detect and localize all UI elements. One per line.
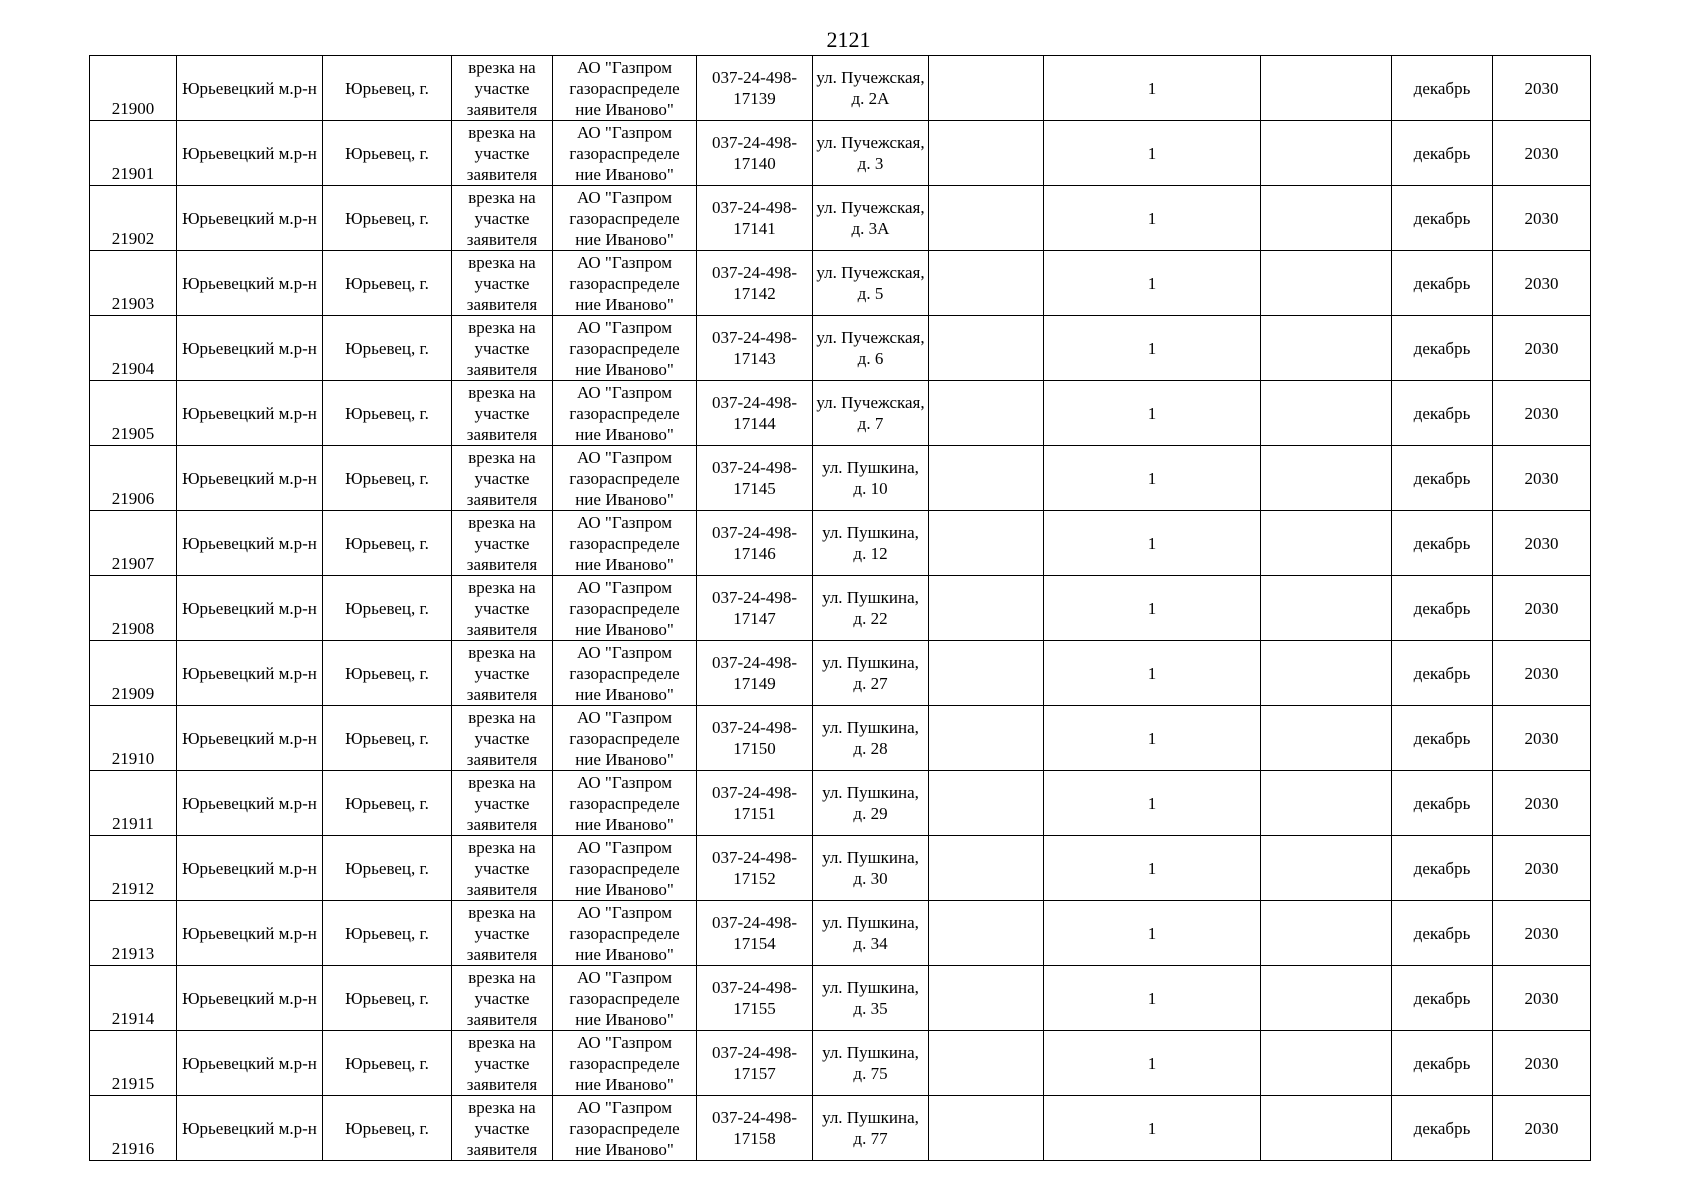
month-cell: декабрь bbox=[1392, 836, 1493, 901]
object-code-cell: 037-24-498-17147 bbox=[697, 576, 813, 641]
table-row bbox=[90, 966, 1591, 1031]
empty-cell bbox=[1261, 381, 1392, 446]
empty-cell bbox=[1261, 56, 1392, 121]
row-number-cell: 21914 bbox=[90, 966, 177, 1031]
address-cell: ул. Пучежская, д. 3 bbox=[813, 121, 929, 186]
empty-cell bbox=[1261, 641, 1392, 706]
month-cell: декабрь bbox=[1392, 966, 1493, 1031]
object-code-cell: 037-24-498-17140 bbox=[697, 121, 813, 186]
address-cell: ул. Пушкина, д. 75 bbox=[813, 1031, 929, 1096]
year-cell: 2030 bbox=[1493, 56, 1591, 121]
row-number-cell: 21916 bbox=[90, 1096, 177, 1161]
organization-cell: АО "Газпром газораспределе ние Иваново" bbox=[553, 576, 697, 641]
month-cell: декабрь bbox=[1392, 186, 1493, 251]
district-cell: Юрьевецкий м.р-н bbox=[177, 251, 323, 316]
empty-cell bbox=[929, 511, 1044, 576]
row-number-cell: 21906 bbox=[90, 446, 177, 511]
organization-cell: АО "Газпром газораспределе ние Иваново" bbox=[553, 186, 697, 251]
connection-method-cell: врезка на участке заявителя bbox=[452, 771, 553, 836]
table-row bbox=[90, 1096, 1591, 1161]
connection-method-cell: врезка на участке заявителя bbox=[452, 381, 553, 446]
connection-method-cell: врезка на участке заявителя bbox=[452, 186, 553, 251]
connection-method-cell: врезка на участке заявителя bbox=[452, 446, 553, 511]
row-number-cell: 21908 bbox=[90, 576, 177, 641]
locality-cell: Юрьевец, г. bbox=[323, 511, 452, 576]
quantity-cell: 1 bbox=[1044, 1096, 1261, 1161]
address-cell: ул. Пушкина, д. 77 bbox=[813, 1096, 929, 1161]
row-number-cell: 21913 bbox=[90, 901, 177, 966]
locality-cell: Юрьевец, г. bbox=[323, 381, 452, 446]
month-cell: декабрь bbox=[1392, 121, 1493, 186]
year-cell: 2030 bbox=[1493, 381, 1591, 446]
organization-cell: АО "Газпром газораспределе ние Иваново" bbox=[553, 316, 697, 381]
organization-cell: АО "Газпром газораспределе ние Иваново" bbox=[553, 446, 697, 511]
quantity-cell: 1 bbox=[1044, 251, 1261, 316]
month-cell: декабрь bbox=[1392, 56, 1493, 121]
district-cell: Юрьевецкий м.р-н bbox=[177, 446, 323, 511]
table-row bbox=[90, 771, 1591, 836]
object-code-cell: 037-24-498-17142 bbox=[697, 251, 813, 316]
quantity-cell: 1 bbox=[1044, 56, 1261, 121]
row-number-cell: 21911 bbox=[90, 771, 177, 836]
table-row bbox=[90, 576, 1591, 641]
table-row bbox=[90, 316, 1591, 381]
locality-cell: Юрьевец, г. bbox=[323, 771, 452, 836]
empty-cell bbox=[1261, 511, 1392, 576]
connection-method-cell: врезка на участке заявителя bbox=[452, 251, 553, 316]
year-cell: 2030 bbox=[1493, 1031, 1591, 1096]
locality-cell: Юрьевец, г. bbox=[323, 121, 452, 186]
locality-cell: Юрьевец, г. bbox=[323, 446, 452, 511]
month-cell: декабрь bbox=[1392, 251, 1493, 316]
connection-method-cell: врезка на участке заявителя bbox=[452, 56, 553, 121]
row-number-cell: 21909 bbox=[90, 641, 177, 706]
empty-cell bbox=[1261, 706, 1392, 771]
month-cell: декабрь bbox=[1392, 381, 1493, 446]
table-row bbox=[90, 251, 1591, 316]
address-cell: ул. Пучежская, д. 3А bbox=[813, 186, 929, 251]
year-cell: 2030 bbox=[1493, 836, 1591, 901]
locality-cell: Юрьевец, г. bbox=[323, 1096, 452, 1161]
object-code-cell: 037-24-498-17143 bbox=[697, 316, 813, 381]
locality-cell: Юрьевец, г. bbox=[323, 251, 452, 316]
empty-cell bbox=[929, 251, 1044, 316]
object-code-cell: 037-24-498-17152 bbox=[697, 836, 813, 901]
address-cell: ул. Пучежская, д. 5 bbox=[813, 251, 929, 316]
district-cell: Юрьевецкий м.р-н bbox=[177, 316, 323, 381]
table-row bbox=[90, 901, 1591, 966]
address-cell: ул. Пушкина, д. 27 bbox=[813, 641, 929, 706]
empty-cell bbox=[1261, 901, 1392, 966]
connection-method-cell: врезка на участке заявителя bbox=[452, 641, 553, 706]
empty-cell bbox=[1261, 576, 1392, 641]
district-cell: Юрьевецкий м.р-н bbox=[177, 511, 323, 576]
locality-cell: Юрьевец, г. bbox=[323, 966, 452, 1031]
table-body bbox=[90, 56, 1591, 1161]
table-row bbox=[90, 1031, 1591, 1096]
empty-cell bbox=[929, 706, 1044, 771]
district-cell: Юрьевецкий м.р-н bbox=[177, 1096, 323, 1161]
empty-cell bbox=[929, 186, 1044, 251]
object-code-cell: 037-24-498-17144 bbox=[697, 381, 813, 446]
locality-cell: Юрьевец, г. bbox=[323, 186, 452, 251]
month-cell: декабрь bbox=[1392, 641, 1493, 706]
table-row bbox=[90, 56, 1591, 121]
organization-cell: АО "Газпром газораспределе ние Иваново" bbox=[553, 251, 697, 316]
table-row bbox=[90, 641, 1591, 706]
year-cell: 2030 bbox=[1493, 901, 1591, 966]
organization-cell: АО "Газпром газораспределе ние Иваново" bbox=[553, 966, 697, 1031]
quantity-cell: 1 bbox=[1044, 901, 1261, 966]
row-number-cell: 21907 bbox=[90, 511, 177, 576]
empty-cell bbox=[929, 901, 1044, 966]
empty-cell bbox=[1261, 1031, 1392, 1096]
district-cell: Юрьевецкий м.р-н bbox=[177, 901, 323, 966]
connection-method-cell: врезка на участке заявителя bbox=[452, 316, 553, 381]
table-row bbox=[90, 511, 1591, 576]
quantity-cell: 1 bbox=[1044, 966, 1261, 1031]
year-cell: 2030 bbox=[1493, 121, 1591, 186]
year-cell: 2030 bbox=[1493, 1096, 1591, 1161]
connection-method-cell: врезка на участке заявителя bbox=[452, 1096, 553, 1161]
district-cell: Юрьевецкий м.р-н bbox=[177, 56, 323, 121]
quantity-cell: 1 bbox=[1044, 186, 1261, 251]
locality-cell: Юрьевец, г. bbox=[323, 706, 452, 771]
table-row bbox=[90, 186, 1591, 251]
empty-cell bbox=[929, 446, 1044, 511]
connection-method-cell: врезка на участке заявителя bbox=[452, 836, 553, 901]
object-code-cell: 037-24-498-17155 bbox=[697, 966, 813, 1031]
connection-method-cell: врезка на участке заявителя bbox=[452, 511, 553, 576]
organization-cell: АО "Газпром газораспределе ние Иваново" bbox=[553, 771, 697, 836]
address-cell: ул. Пушкина, д. 22 bbox=[813, 576, 929, 641]
month-cell: декабрь bbox=[1392, 1096, 1493, 1161]
empty-cell bbox=[929, 1031, 1044, 1096]
quantity-cell: 1 bbox=[1044, 316, 1261, 381]
organization-cell: АО "Газпром газораспределе ние Иваново" bbox=[553, 836, 697, 901]
district-cell: Юрьевецкий м.р-н bbox=[177, 1031, 323, 1096]
month-cell: декабрь bbox=[1392, 771, 1493, 836]
empty-cell bbox=[1261, 1096, 1392, 1161]
quantity-cell: 1 bbox=[1044, 121, 1261, 186]
district-cell: Юрьевецкий м.р-н bbox=[177, 836, 323, 901]
connection-method-cell: врезка на участке заявителя bbox=[452, 901, 553, 966]
district-cell: Юрьевецкий м.р-н bbox=[177, 121, 323, 186]
district-cell: Юрьевецкий м.р-н bbox=[177, 186, 323, 251]
organization-cell: АО "Газпром газораспределе ние Иваново" bbox=[553, 706, 697, 771]
district-cell: Юрьевецкий м.р-н bbox=[177, 771, 323, 836]
locality-cell: Юрьевец, г. bbox=[323, 56, 452, 121]
month-cell: декабрь bbox=[1392, 1031, 1493, 1096]
month-cell: декабрь bbox=[1392, 446, 1493, 511]
quantity-cell: 1 bbox=[1044, 576, 1261, 641]
organization-cell: АО "Газпром газораспределе ние Иваново" bbox=[553, 1031, 697, 1096]
locality-cell: Юрьевец, г. bbox=[323, 901, 452, 966]
row-number-cell: 21903 bbox=[90, 251, 177, 316]
row-number-cell: 21901 bbox=[90, 121, 177, 186]
address-cell: ул. Пушкина, д. 34 bbox=[813, 901, 929, 966]
empty-cell bbox=[1261, 966, 1392, 1031]
empty-cell bbox=[1261, 771, 1392, 836]
connection-method-cell: врезка на участке заявителя bbox=[452, 1031, 553, 1096]
row-number-cell: 21900 bbox=[90, 56, 177, 121]
month-cell: декабрь bbox=[1392, 316, 1493, 381]
organization-cell: АО "Газпром газораспределе ние Иваново" bbox=[553, 56, 697, 121]
connection-method-cell: врезка на участке заявителя bbox=[452, 576, 553, 641]
empty-cell bbox=[1261, 121, 1392, 186]
empty-cell bbox=[1261, 836, 1392, 901]
address-cell: ул. Пушкина, д. 10 bbox=[813, 446, 929, 511]
object-code-cell: 037-24-498-17154 bbox=[697, 901, 813, 966]
empty-cell bbox=[929, 641, 1044, 706]
table-row bbox=[90, 446, 1591, 511]
quantity-cell: 1 bbox=[1044, 641, 1261, 706]
empty-cell bbox=[929, 1096, 1044, 1161]
district-cell: Юрьевецкий м.р-н bbox=[177, 706, 323, 771]
quantity-cell: 1 bbox=[1044, 836, 1261, 901]
object-code-cell: 037-24-498-17141 bbox=[697, 186, 813, 251]
address-cell: ул. Пучежская, д. 2А bbox=[813, 56, 929, 121]
empty-cell bbox=[929, 56, 1044, 121]
quantity-cell: 1 bbox=[1044, 511, 1261, 576]
locality-cell: Юрьевец, г. bbox=[323, 576, 452, 641]
empty-cell bbox=[929, 316, 1044, 381]
registry-table bbox=[89, 55, 1591, 1161]
row-number-cell: 21910 bbox=[90, 706, 177, 771]
table-row bbox=[90, 121, 1591, 186]
address-cell: ул. Пучежская, д. 7 bbox=[813, 381, 929, 446]
year-cell: 2030 bbox=[1493, 641, 1591, 706]
year-cell: 2030 bbox=[1493, 511, 1591, 576]
object-code-cell: 037-24-498-17157 bbox=[697, 1031, 813, 1096]
object-code-cell: 037-24-498-17145 bbox=[697, 446, 813, 511]
organization-cell: АО "Газпром газораспределе ние Иваново" bbox=[553, 121, 697, 186]
year-cell: 2030 bbox=[1493, 706, 1591, 771]
object-code-cell: 037-24-498-17151 bbox=[697, 771, 813, 836]
organization-cell: АО "Газпром газораспределе ние Иваново" bbox=[553, 1096, 697, 1161]
month-cell: декабрь bbox=[1392, 901, 1493, 966]
locality-cell: Юрьевец, г. bbox=[323, 1031, 452, 1096]
page-number: 2121 bbox=[826, 27, 871, 52]
connection-method-cell: врезка на участке заявителя bbox=[452, 121, 553, 186]
year-cell: 2030 bbox=[1493, 316, 1591, 381]
object-code-cell: 037-24-498-17158 bbox=[697, 1096, 813, 1161]
address-cell: ул. Пушкина, д. 35 bbox=[813, 966, 929, 1031]
empty-cell bbox=[1261, 316, 1392, 381]
quantity-cell: 1 bbox=[1044, 381, 1261, 446]
object-code-cell: 037-24-498-17139 bbox=[697, 56, 813, 121]
empty-cell bbox=[1261, 446, 1392, 511]
year-cell: 2030 bbox=[1493, 576, 1591, 641]
empty-cell bbox=[1261, 186, 1392, 251]
row-number-cell: 21905 bbox=[90, 381, 177, 446]
empty-cell bbox=[929, 966, 1044, 1031]
year-cell: 2030 bbox=[1493, 446, 1591, 511]
empty-cell bbox=[929, 771, 1044, 836]
quantity-cell: 1 bbox=[1044, 446, 1261, 511]
address-cell: ул. Пушкина, д. 30 bbox=[813, 836, 929, 901]
object-code-cell: 037-24-498-17149 bbox=[697, 641, 813, 706]
month-cell: декабрь bbox=[1392, 576, 1493, 641]
district-cell: Юрьевецкий м.р-н bbox=[177, 966, 323, 1031]
district-cell: Юрьевецкий м.р-н bbox=[177, 641, 323, 706]
object-code-cell: 037-24-498-17146 bbox=[697, 511, 813, 576]
row-number-cell: 21902 bbox=[90, 186, 177, 251]
row-number-cell: 21912 bbox=[90, 836, 177, 901]
organization-cell: АО "Газпром газораспределе ние Иваново" bbox=[553, 511, 697, 576]
year-cell: 2030 bbox=[1493, 966, 1591, 1031]
locality-cell: Юрьевец, г. bbox=[323, 316, 452, 381]
empty-cell bbox=[929, 576, 1044, 641]
address-cell: ул. Пушкина, д. 29 bbox=[813, 771, 929, 836]
empty-cell bbox=[929, 121, 1044, 186]
row-number-cell: 21904 bbox=[90, 316, 177, 381]
quantity-cell: 1 bbox=[1044, 706, 1261, 771]
locality-cell: Юрьевец, г. bbox=[323, 836, 452, 901]
organization-cell: АО "Газпром газораспределе ние Иваново" bbox=[553, 901, 697, 966]
connection-method-cell: врезка на участке заявителя bbox=[452, 966, 553, 1031]
object-code-cell: 037-24-498-17150 bbox=[697, 706, 813, 771]
empty-cell bbox=[1261, 251, 1392, 316]
address-cell: ул. Пушкина, д. 12 bbox=[813, 511, 929, 576]
month-cell: декабрь bbox=[1392, 706, 1493, 771]
empty-cell bbox=[929, 381, 1044, 446]
quantity-cell: 1 bbox=[1044, 1031, 1261, 1096]
month-cell: декабрь bbox=[1392, 511, 1493, 576]
quantity-cell: 1 bbox=[1044, 771, 1261, 836]
organization-cell: АО "Газпром газораспределе ние Иваново" bbox=[553, 381, 697, 446]
district-cell: Юрьевецкий м.р-н bbox=[177, 576, 323, 641]
year-cell: 2030 bbox=[1493, 186, 1591, 251]
row-number-cell: 21915 bbox=[90, 1031, 177, 1096]
address-cell: ул. Пучежская, д. 6 bbox=[813, 316, 929, 381]
connection-method-cell: врезка на участке заявителя bbox=[452, 706, 553, 771]
table-row bbox=[90, 836, 1591, 901]
year-cell: 2030 bbox=[1493, 251, 1591, 316]
empty-cell bbox=[929, 836, 1044, 901]
district-cell: Юрьевецкий м.р-н bbox=[177, 381, 323, 446]
table-row bbox=[90, 706, 1591, 771]
address-cell: ул. Пушкина, д. 28 bbox=[813, 706, 929, 771]
table-row bbox=[90, 381, 1591, 446]
year-cell: 2030 bbox=[1493, 771, 1591, 836]
organization-cell: АО "Газпром газораспределе ние Иваново" bbox=[553, 641, 697, 706]
locality-cell: Юрьевец, г. bbox=[323, 641, 452, 706]
